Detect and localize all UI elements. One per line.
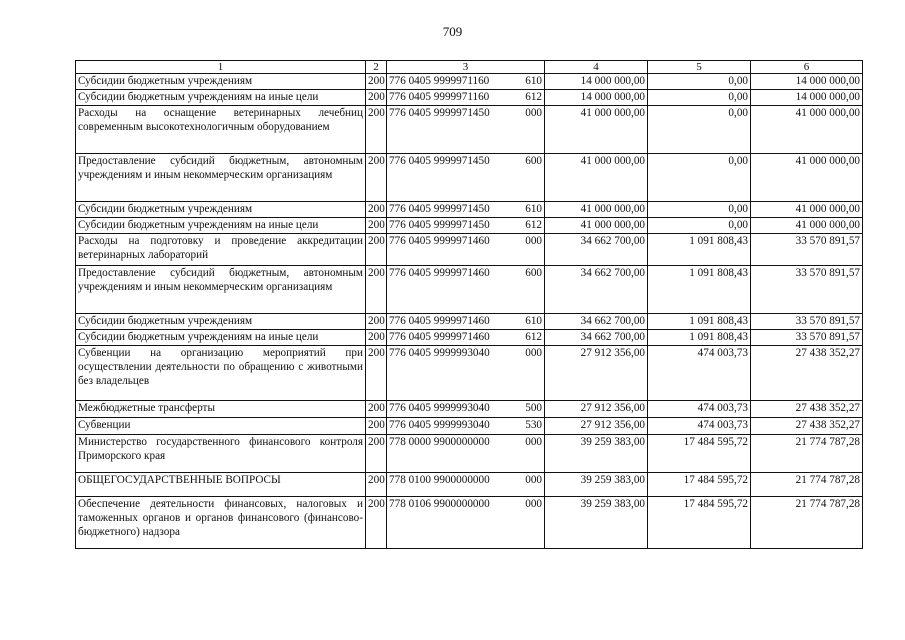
row-name: Субсидии бюджетным учреждениям на иные цели: [76, 218, 366, 234]
row-approved-amount: 34 662 700,00: [545, 234, 648, 266]
row-budget-code: 776 0405 9999971450: [389, 107, 490, 119]
table-row: [76, 74, 863, 90]
row-expense-type: 610: [525, 203, 542, 215]
row-line-code: 200: [366, 90, 387, 106]
row-unexecuted-amount: 27 438 352,27: [751, 418, 863, 435]
row-classification-code: [387, 234, 545, 266]
row-executed-amount: 0,00: [648, 218, 751, 234]
row-line-code: 200: [366, 401, 387, 418]
row-classification-code: [387, 435, 545, 473]
row-classification-code: [387, 202, 545, 218]
row-classification-code: [387, 346, 545, 401]
row-executed-amount: 0,00: [648, 154, 751, 202]
row-name: Субвенции на организацию мероприятий при осуществлении деятельности по обращению с животными без владельцев: [76, 346, 366, 401]
row-executed-amount: 474 003,73: [648, 418, 751, 435]
row-executed-amount: 0,00: [648, 90, 751, 106]
row-unexecuted-amount: 33 570 891,57: [751, 314, 863, 330]
row-name: Субсидии бюджетным учреждениям на иные цели: [76, 90, 366, 106]
row-line-code: 200: [366, 418, 387, 435]
row-approved-amount: 27 912 356,00: [545, 418, 648, 435]
page-number: 709: [442, 24, 463, 39]
row-line-code: 200: [366, 314, 387, 330]
row-expense-type: 000: [525, 474, 542, 486]
row-line-code: 200: [366, 202, 387, 218]
row-unexecuted-amount: 21 774 787,28: [751, 473, 863, 497]
row-classification-code: [387, 330, 545, 346]
row-approved-amount: 14 000 000,00: [545, 74, 648, 90]
table-row: [76, 202, 863, 218]
row-expense-type: 000: [525, 347, 542, 359]
row-expense-type: 000: [525, 436, 542, 448]
row-approved-amount: 41 000 000,00: [545, 218, 648, 234]
row-expense-type: 500: [525, 402, 542, 414]
row-budget-code: 776 0405 9999971460: [389, 315, 490, 327]
budget-table: [75, 60, 863, 549]
row-executed-amount: 17 484 595,72: [648, 473, 751, 497]
table-row: [76, 314, 863, 330]
row-line-code: 200: [366, 234, 387, 266]
row-name: Предоставление субсидий бюджетным, автономным учреждениям и иным некоммерческим организациям: [76, 154, 366, 202]
row-line-code: 200: [366, 154, 387, 202]
row-executed-amount: 0,00: [648, 202, 751, 218]
row-classification-code: [387, 418, 545, 435]
row-classification-code: [387, 90, 545, 106]
row-line-code: 200: [366, 346, 387, 401]
column-header: 4: [545, 61, 648, 74]
row-unexecuted-amount: 41 000 000,00: [751, 218, 863, 234]
table-row: [76, 418, 863, 435]
table-row: [76, 266, 863, 314]
row-line-code: 200: [366, 330, 387, 346]
row-executed-amount: 0,00: [648, 106, 751, 154]
table-row: [76, 218, 863, 234]
row-approved-amount: 39 259 383,00: [545, 473, 648, 497]
row-budget-code: 776 0405 9999993040: [389, 347, 490, 359]
row-approved-amount: 41 000 000,00: [545, 106, 648, 154]
row-unexecuted-amount: 27 438 352,27: [751, 401, 863, 418]
row-name: ОБЩЕГОСУДАРСТВЕННЫЕ ВОПРОСЫ: [76, 473, 366, 497]
row-expense-type: 600: [525, 267, 542, 279]
table-header-row: [76, 61, 863, 74]
row-unexecuted-amount: 41 000 000,00: [751, 202, 863, 218]
column-header: 3: [387, 61, 545, 74]
row-approved-amount: 39 259 383,00: [545, 497, 648, 549]
row-approved-amount: 41 000 000,00: [545, 154, 648, 202]
row-name: Субсидии бюджетным учреждениям: [76, 314, 366, 330]
row-approved-amount: 34 662 700,00: [545, 314, 648, 330]
table-row: [76, 497, 863, 549]
table-row: [76, 154, 863, 202]
row-classification-code: [387, 314, 545, 330]
row-line-code: 200: [366, 74, 387, 90]
row-classification-code: [387, 266, 545, 314]
row-name: Субсидии бюджетным учреждениям: [76, 202, 366, 218]
row-name: Предоставление субсидий бюджетным, автономным учреждениям и иным некоммерческим организациям: [76, 266, 366, 314]
table-row: [76, 106, 863, 154]
column-header: 6: [751, 61, 863, 74]
row-line-code: 200: [366, 266, 387, 314]
row-budget-code: 776 0405 9999971450: [389, 219, 490, 231]
table-row: [76, 473, 863, 497]
row-expense-type: 600: [525, 155, 542, 167]
row-budget-code: 776 0405 9999971460: [389, 235, 490, 247]
table-row: [76, 234, 863, 266]
row-expense-type: 610: [525, 75, 542, 87]
row-executed-amount: 474 003,73: [648, 401, 751, 418]
row-budget-code: 778 0106 9900000000: [389, 498, 490, 510]
row-budget-code: 778 0000 9900000000: [389, 436, 490, 448]
row-unexecuted-amount: 14 000 000,00: [751, 90, 863, 106]
table-row: [76, 435, 863, 473]
row-line-code: 200: [366, 497, 387, 549]
row-budget-code: 776 0405 9999971160: [389, 91, 490, 103]
row-expense-type: 000: [525, 107, 542, 119]
row-budget-code: 776 0405 9999971160: [389, 75, 490, 87]
table-row: [76, 401, 863, 418]
row-expense-type: 612: [525, 219, 542, 231]
column-header: 2: [366, 61, 387, 74]
row-classification-code: [387, 401, 545, 418]
row-approved-amount: 34 662 700,00: [545, 266, 648, 314]
row-executed-amount: 17 484 595,72: [648, 435, 751, 473]
row-unexecuted-amount: 21 774 787,28: [751, 497, 863, 549]
row-executed-amount: 17 484 595,72: [648, 497, 751, 549]
row-classification-code: [387, 74, 545, 90]
row-classification-code: [387, 154, 545, 202]
row-line-code: 200: [366, 218, 387, 234]
row-unexecuted-amount: 33 570 891,57: [751, 266, 863, 314]
row-unexecuted-amount: 41 000 000,00: [751, 154, 863, 202]
row-unexecuted-amount: 41 000 000,00: [751, 106, 863, 154]
row-unexecuted-amount: 21 774 787,28: [751, 435, 863, 473]
row-approved-amount: 27 912 356,00: [545, 346, 648, 401]
row-executed-amount: 0,00: [648, 74, 751, 90]
row-approved-amount: 39 259 383,00: [545, 435, 648, 473]
table-row: [76, 346, 863, 401]
row-expense-type: 000: [525, 498, 542, 510]
row-budget-code: 776 0405 9999971460: [389, 267, 490, 279]
row-executed-amount: 474 003,73: [648, 346, 751, 401]
row-name: Расходы на оснащение ветеринарных лечебниц современным высокотехнологичным оборудованием: [76, 106, 366, 154]
row-classification-code: [387, 473, 545, 497]
row-budget-code: 776 0405 9999971450: [389, 155, 490, 167]
row-classification-code: [387, 218, 545, 234]
row-name: Министерство государственного финансового контроля Приморского края: [76, 435, 366, 473]
row-unexecuted-amount: 27 438 352,27: [751, 346, 863, 401]
row-name: Межбюджетные трансферты: [76, 401, 366, 418]
row-unexecuted-amount: 14 000 000,00: [751, 74, 863, 90]
row-budget-code: 776 0405 9999971460: [389, 331, 490, 343]
row-name: Субсидии бюджетным учреждениям: [76, 74, 366, 90]
table-row: [76, 330, 863, 346]
row-approved-amount: 41 000 000,00: [545, 202, 648, 218]
row-budget-code: 776 0405 9999971450: [389, 203, 490, 215]
row-approved-amount: 27 912 356,00: [545, 401, 648, 418]
row-approved-amount: 14 000 000,00: [545, 90, 648, 106]
table-row: [76, 90, 863, 106]
row-expense-type: 612: [525, 91, 542, 103]
row-executed-amount: 1 091 808,43: [648, 330, 751, 346]
row-name: Обеспечение деятельности финансовых, налоговых и таможенных органов и органов финансового (финансово-бюджетного) надзора: [76, 497, 366, 549]
row-executed-amount: 1 091 808,43: [648, 266, 751, 314]
row-executed-amount: 1 091 808,43: [648, 234, 751, 266]
row-expense-type: 612: [525, 331, 542, 343]
row-name: Субсидии бюджетным учреждениям на иные цели: [76, 330, 366, 346]
row-unexecuted-amount: 33 570 891,57: [751, 234, 863, 266]
row-budget-code: 778 0100 9900000000: [389, 474, 490, 486]
row-unexecuted-amount: 33 570 891,57: [751, 330, 863, 346]
row-name: Расходы на подготовку и проведение аккредитации ветеринарных лабораторий: [76, 234, 366, 266]
row-expense-type: 000: [525, 235, 542, 247]
column-header: 1: [76, 61, 366, 74]
row-classification-code: [387, 497, 545, 549]
row-approved-amount: 34 662 700,00: [545, 330, 648, 346]
row-line-code: 200: [366, 435, 387, 473]
column-header: 5: [648, 61, 751, 74]
row-line-code: 200: [366, 106, 387, 154]
row-name: Субвенции: [76, 418, 366, 435]
row-executed-amount: 1 091 808,43: [648, 314, 751, 330]
row-expense-type: 610: [525, 315, 542, 327]
row-budget-code: 776 0405 9999993040: [389, 402, 490, 414]
row-budget-code: 776 0405 9999993040: [389, 419, 490, 431]
row-classification-code: [387, 106, 545, 154]
row-line-code: 200: [366, 473, 387, 497]
row-expense-type: 530: [525, 419, 542, 431]
